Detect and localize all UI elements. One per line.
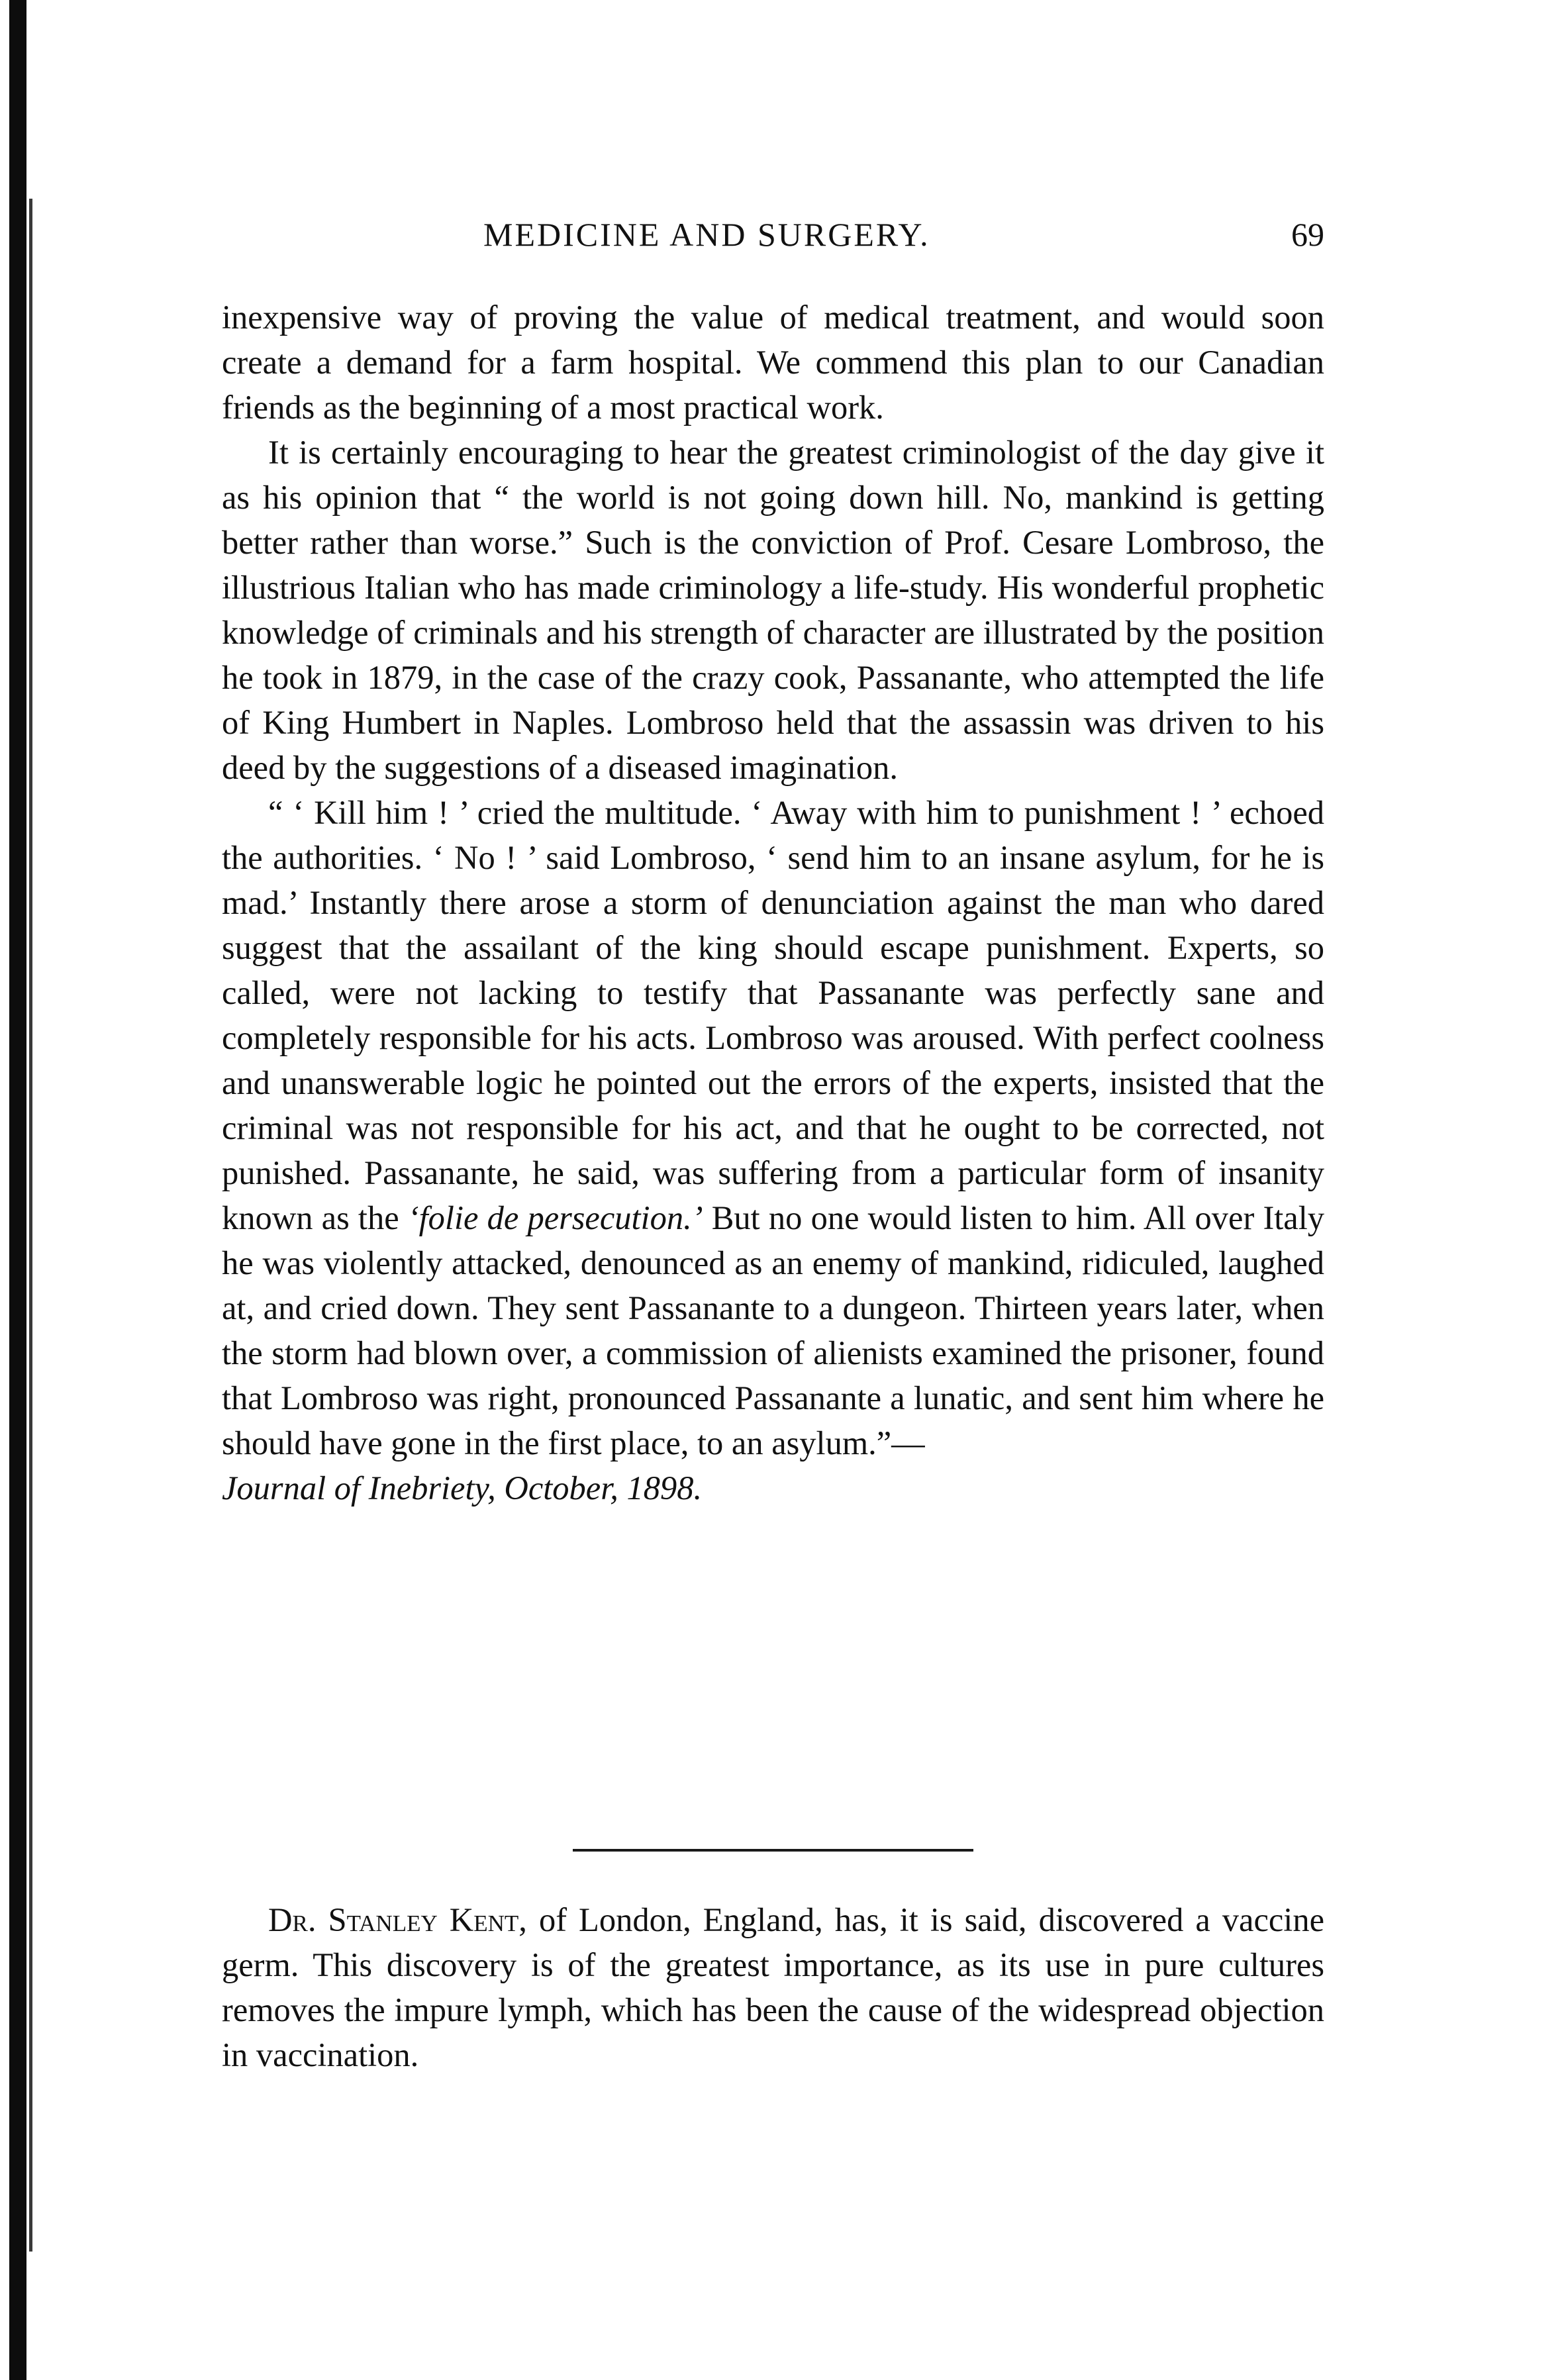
quotation-text-end: But no one would listen to him. All over Italy he was violently attacked, denounced as an enemy of mankind, ridiculed, laughed at, and cried down. They sent Passanante to a dungeon. Thirteen years later, when the storm had blown over, a commission of alienists examined the prisoner, found that Lombroso was right, pronounced Passanante a lunatic, and sent him where he should have gone in the first place, to an asylum.”— — [222, 1199, 1324, 1462]
page-number: 69 — [1291, 216, 1324, 253]
section-divider — [573, 1849, 973, 1852]
paragraph-lombroso: It is certainly encouraging to hear the greatest criminologist of the day give it as his opinion that “ the world is not going down hill. No, mankind is getting better rather than worse.” Such is the conviction of Prof. Cesare Lombroso, the illustrious Italian who has made criminology a life-study. His wonderful prophetic knowledge of criminals and his strength of character are illustrated by the position he took in 1879, in the case of the crazy cook, Passanante, who attempted the life of King Humbert in Naples. Lombroso held that the assassin was driven to his deed by the suggestions of a diseased imagination. — [222, 434, 1324, 786]
quotation-text: “ ‘ Kill him ! ’ cried the multitude. ‘ Away with him to punishment ! ’ echoed the authorities. ‘ No ! ’ said Lombroso, ‘ send him to an insane asylum, for he is mad.’ Instantly there arose a storm of denunciation against the man who dared suggest that the assailant of the king should escape punishment. Experts, so called, were not lacking to testify that Passanante was perfectly sane and completely responsible for his acts. Lombroso was aroused. With perfect coolness and unanswerable logic he pointed out the errors of the experts, insisted that the criminal was not responsible for his act, and that he ought to be corrected, not punished. Passanante, he said, was suffering from a particular form of insanity known as the — [222, 794, 1324, 1236]
note-text: of London, England, has, it is said, discovered a vaccine germ. This discovery is of the greatest importance, as its use in pure cultures removes the impure lymph, which has been the cause of the widespread objection in vaccination. — [222, 1901, 1324, 2073]
main-article — [222, 295, 1324, 1511]
paragraph-kent — [222, 1897, 1324, 2077]
news-note — [222, 1897, 1324, 2077]
scan-binding-shadow-thin — [29, 199, 32, 2252]
source-citation: Journal of Inebriety, October, 1898. — [222, 1469, 703, 1507]
paragraph-quotation — [222, 790, 1324, 1511]
running-title: MEDICINE AND SURGERY. — [483, 216, 930, 253]
running-head — [222, 215, 1324, 268]
scan-binding-shadow — [9, 0, 26, 2380]
quotation-italic-phrase: ‘folie de persecution.’ — [407, 1199, 703, 1236]
paragraph-continued: inexpensive way of proving the value of medical treatment, and would soon create a demand for a farm hospital. We commend this plan to our Canadian friends as the beginning of a most practical work. — [222, 299, 1324, 426]
person-name: Dr. Stanley Kent, — [268, 1901, 527, 1938]
